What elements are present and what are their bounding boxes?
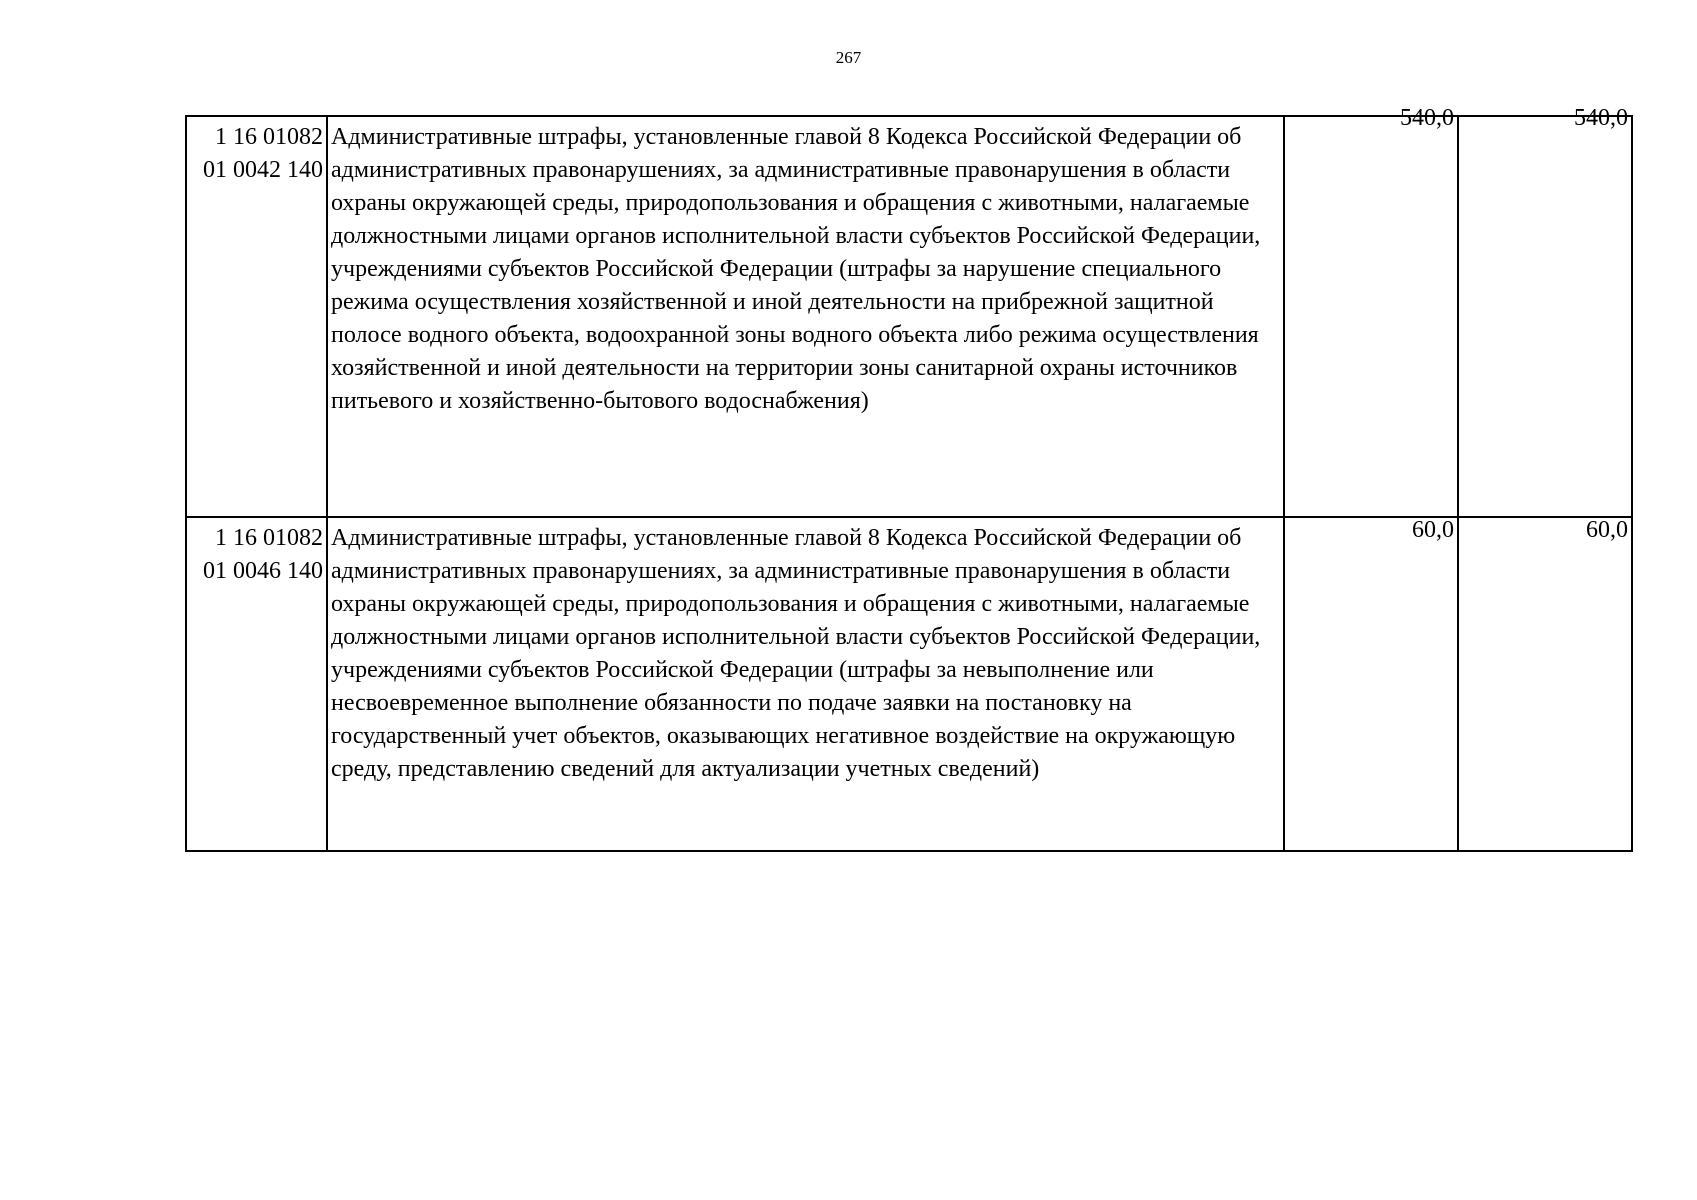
budget-code-cell (186, 517, 327, 851)
amount-value: 540,0 (1400, 105, 1454, 131)
budget-code-cell (186, 116, 327, 517)
amount-cell (1284, 517, 1458, 851)
amount-cell (1284, 105, 1458, 517)
budget-code-line: 1 16 01082 (215, 124, 323, 150)
table-row (186, 517, 1632, 851)
amount-value: 60,0 (1586, 517, 1628, 543)
budget-code-line: 01 0042 140 (203, 157, 323, 183)
amount-cell (1458, 517, 1632, 851)
budget-table (185, 105, 1633, 852)
amount-value: 540,0 (1574, 105, 1628, 131)
table-row (186, 116, 1632, 517)
description-cell: Административные штрафы, установленные главой 8 Кодекса Российской Федерации об административных правонарушениях, за административные правонарушения в области охраны окружающей среды, природопользования и обращения с животными, налагаемые должностными лицами органов исполнительной власти субъектов Российской Федерации, учреждениями субъектов Российской Федерации (штрафы за невыполнение или несвоевременное выполнение обязанности по подаче заявки на постановку на государственный учет объектов, оказывающих негативное воздействие на окружающую среду, представлению сведений для актуализации учетных сведений) (327, 517, 1284, 851)
budget-code-line: 01 0046 140 (203, 558, 323, 584)
amount-value: 60,0 (1412, 517, 1454, 543)
page-number: 267 (835, 48, 862, 67)
description-cell: Административные штрафы, установленные главой 8 Кодекса Российской Федерации об административных правонарушениях, за административные правонарушения в области охраны окружающей среды, природопользования и обращения с животными, налагаемые должностными лицами органов исполнительной власти субъектов Российской Федерации, учреждениями субъектов Российской Федерации (штрафы за нарушение специального режима осуществления хозяйственной и иной деятельности на прибрежной защитной полосе водного объекта, водоохранной зоны водного объекта либо режима осуществления хозяйственной и иной деятельности на территории зоны санитарной охраны источников питьевого и хозяйственно-бытового водоснабжения) (327, 116, 1284, 517)
budget-code-line: 1 16 01082 (215, 525, 323, 551)
amount-cell (1458, 105, 1632, 517)
